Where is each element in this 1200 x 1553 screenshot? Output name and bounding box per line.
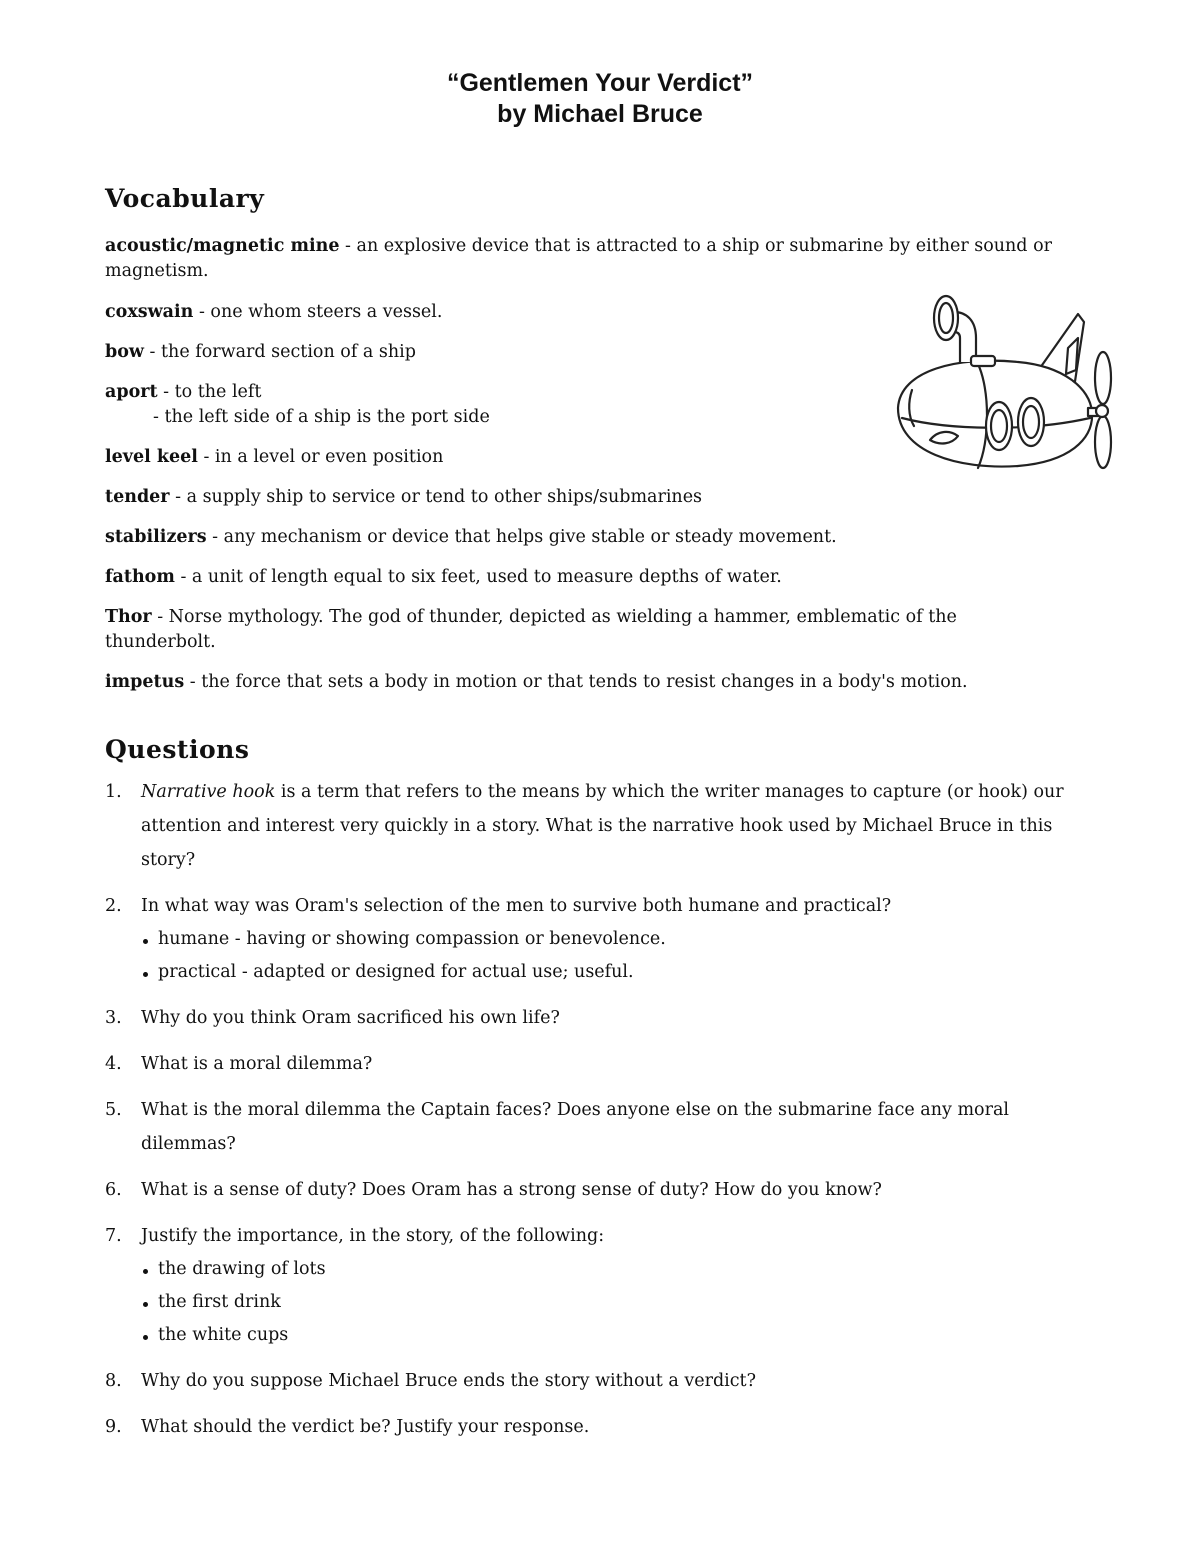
vocab-term: coxswain — [105, 302, 194, 322]
vocab-term: bow — [105, 342, 144, 362]
question-item — [105, 1001, 1095, 1035]
question-text: Why do you think Oram sacrificed his own life? — [141, 1008, 560, 1028]
question-number: 3. — [105, 1008, 122, 1028]
question-text: Why do you suppose Michael Bruce ends the story without a verdict? — [141, 1371, 756, 1391]
vocab-definition: - Norse mythology. The god of thunder, depicted as wielding a hammer, emblematic of the thunderbolt. — [105, 607, 957, 652]
submarine-icon — [878, 290, 1123, 480]
vocab-definition: - any mechanism or device that helps give stable or steady movement. — [206, 527, 837, 547]
question-item — [105, 1364, 1095, 1398]
question-text: In what way was Oram's selection of the men to survive both humane and practical? — [141, 896, 892, 916]
vocab-term: Thor — [105, 607, 152, 627]
bullet-item: practical - adapted or designed for actual use; useful. — [141, 956, 1095, 989]
question-item — [105, 1093, 1095, 1161]
vocab-term: tender — [105, 487, 170, 507]
vocab-subline: - the left side of a ship is the port side — [153, 407, 490, 427]
vocab-entry — [105, 670, 1065, 695]
vocab-entry — [105, 565, 1065, 590]
question-number: 4. — [105, 1054, 122, 1074]
vocab-term: stabilizers — [105, 527, 207, 547]
vocab-term: acoustic/magnetic mine — [105, 236, 340, 256]
vocab-term: aport — [105, 382, 158, 402]
question-text: Justify the importance, in the story, of the following: — [141, 1226, 605, 1246]
question-number: 2. — [105, 896, 122, 916]
question-number: 8. — [105, 1371, 122, 1391]
vocab-term: fathom — [105, 567, 175, 587]
question-italic-term: Narrative hook — [141, 782, 276, 802]
question-item — [105, 889, 1095, 989]
question-item — [105, 1410, 1095, 1444]
question-number: 9. — [105, 1417, 122, 1437]
vocab-definition: - one whom steers a vessel. — [193, 302, 443, 322]
bullet-item: the drawing of lots — [141, 1253, 1095, 1286]
title-block — [0, 68, 1200, 130]
question-number: 6. — [105, 1180, 122, 1200]
vocab-definition: - a unit of length equal to six feet, used to measure depths of water. — [174, 567, 782, 587]
bullet-item: the first drink — [141, 1286, 1095, 1319]
questions-heading: Questions — [105, 735, 250, 764]
vocab-definition: - an explosive device that is attracted to a ship or submarine by either sound or magnetism. — [105, 236, 1052, 281]
question-item — [105, 1173, 1095, 1207]
question-text: What should the verdict be? Justify your response. — [141, 1417, 590, 1437]
question-number: 7. — [105, 1226, 122, 1246]
question-bullets — [141, 1253, 1095, 1352]
questions-list — [105, 775, 1095, 1456]
question-item — [105, 1047, 1095, 1081]
question-item — [105, 1219, 1095, 1352]
question-text: What is a sense of duty? Does Oram has a strong sense of duty? How do you know? — [141, 1180, 882, 1200]
question-item — [105, 775, 1095, 877]
vocab-term: impetus — [105, 672, 185, 692]
bullet-item: the white cups — [141, 1319, 1095, 1352]
story-title: “Gentlemen Your Verdict” — [446, 69, 754, 97]
vocab-entry — [105, 605, 1065, 655]
question-text: is a term that refers to the means by which the writer manages to capture (or hook) our attention and interest very quickly in a story. What is the narrative hook used by Michael Bruce in this story? — [141, 782, 1064, 870]
vocab-entry — [105, 525, 1065, 550]
question-number: 5. — [105, 1100, 122, 1120]
bullet-item: humane - having or showing compassion or benevolence. — [141, 923, 1095, 956]
vocab-entry — [105, 485, 1065, 510]
vocab-definition: - to the left — [157, 382, 262, 402]
question-text: What is the moral dilemma the Captain faces? Does anyone else on the submarine face any moral dilemmas? — [141, 1100, 1009, 1154]
story-author: by Michael Bruce — [497, 100, 703, 128]
vocab-definition: - a supply ship to service or tend to other ships/submarines — [169, 487, 703, 507]
vocab-term: level keel — [105, 447, 198, 467]
vocab-definition: - in a level or even position — [197, 447, 444, 467]
question-bullets — [141, 923, 1095, 989]
vocabulary-heading: Vocabulary — [105, 184, 265, 213]
vocab-entry — [105, 234, 1065, 284]
vocab-definition: - the force that sets a body in motion or that tends to resist changes in a body's motion. — [184, 672, 968, 692]
question-text: What is a moral dilemma? — [141, 1054, 373, 1074]
question-number: 1. — [105, 782, 122, 802]
vocab-definition: - the forward section of a ship — [143, 342, 416, 362]
